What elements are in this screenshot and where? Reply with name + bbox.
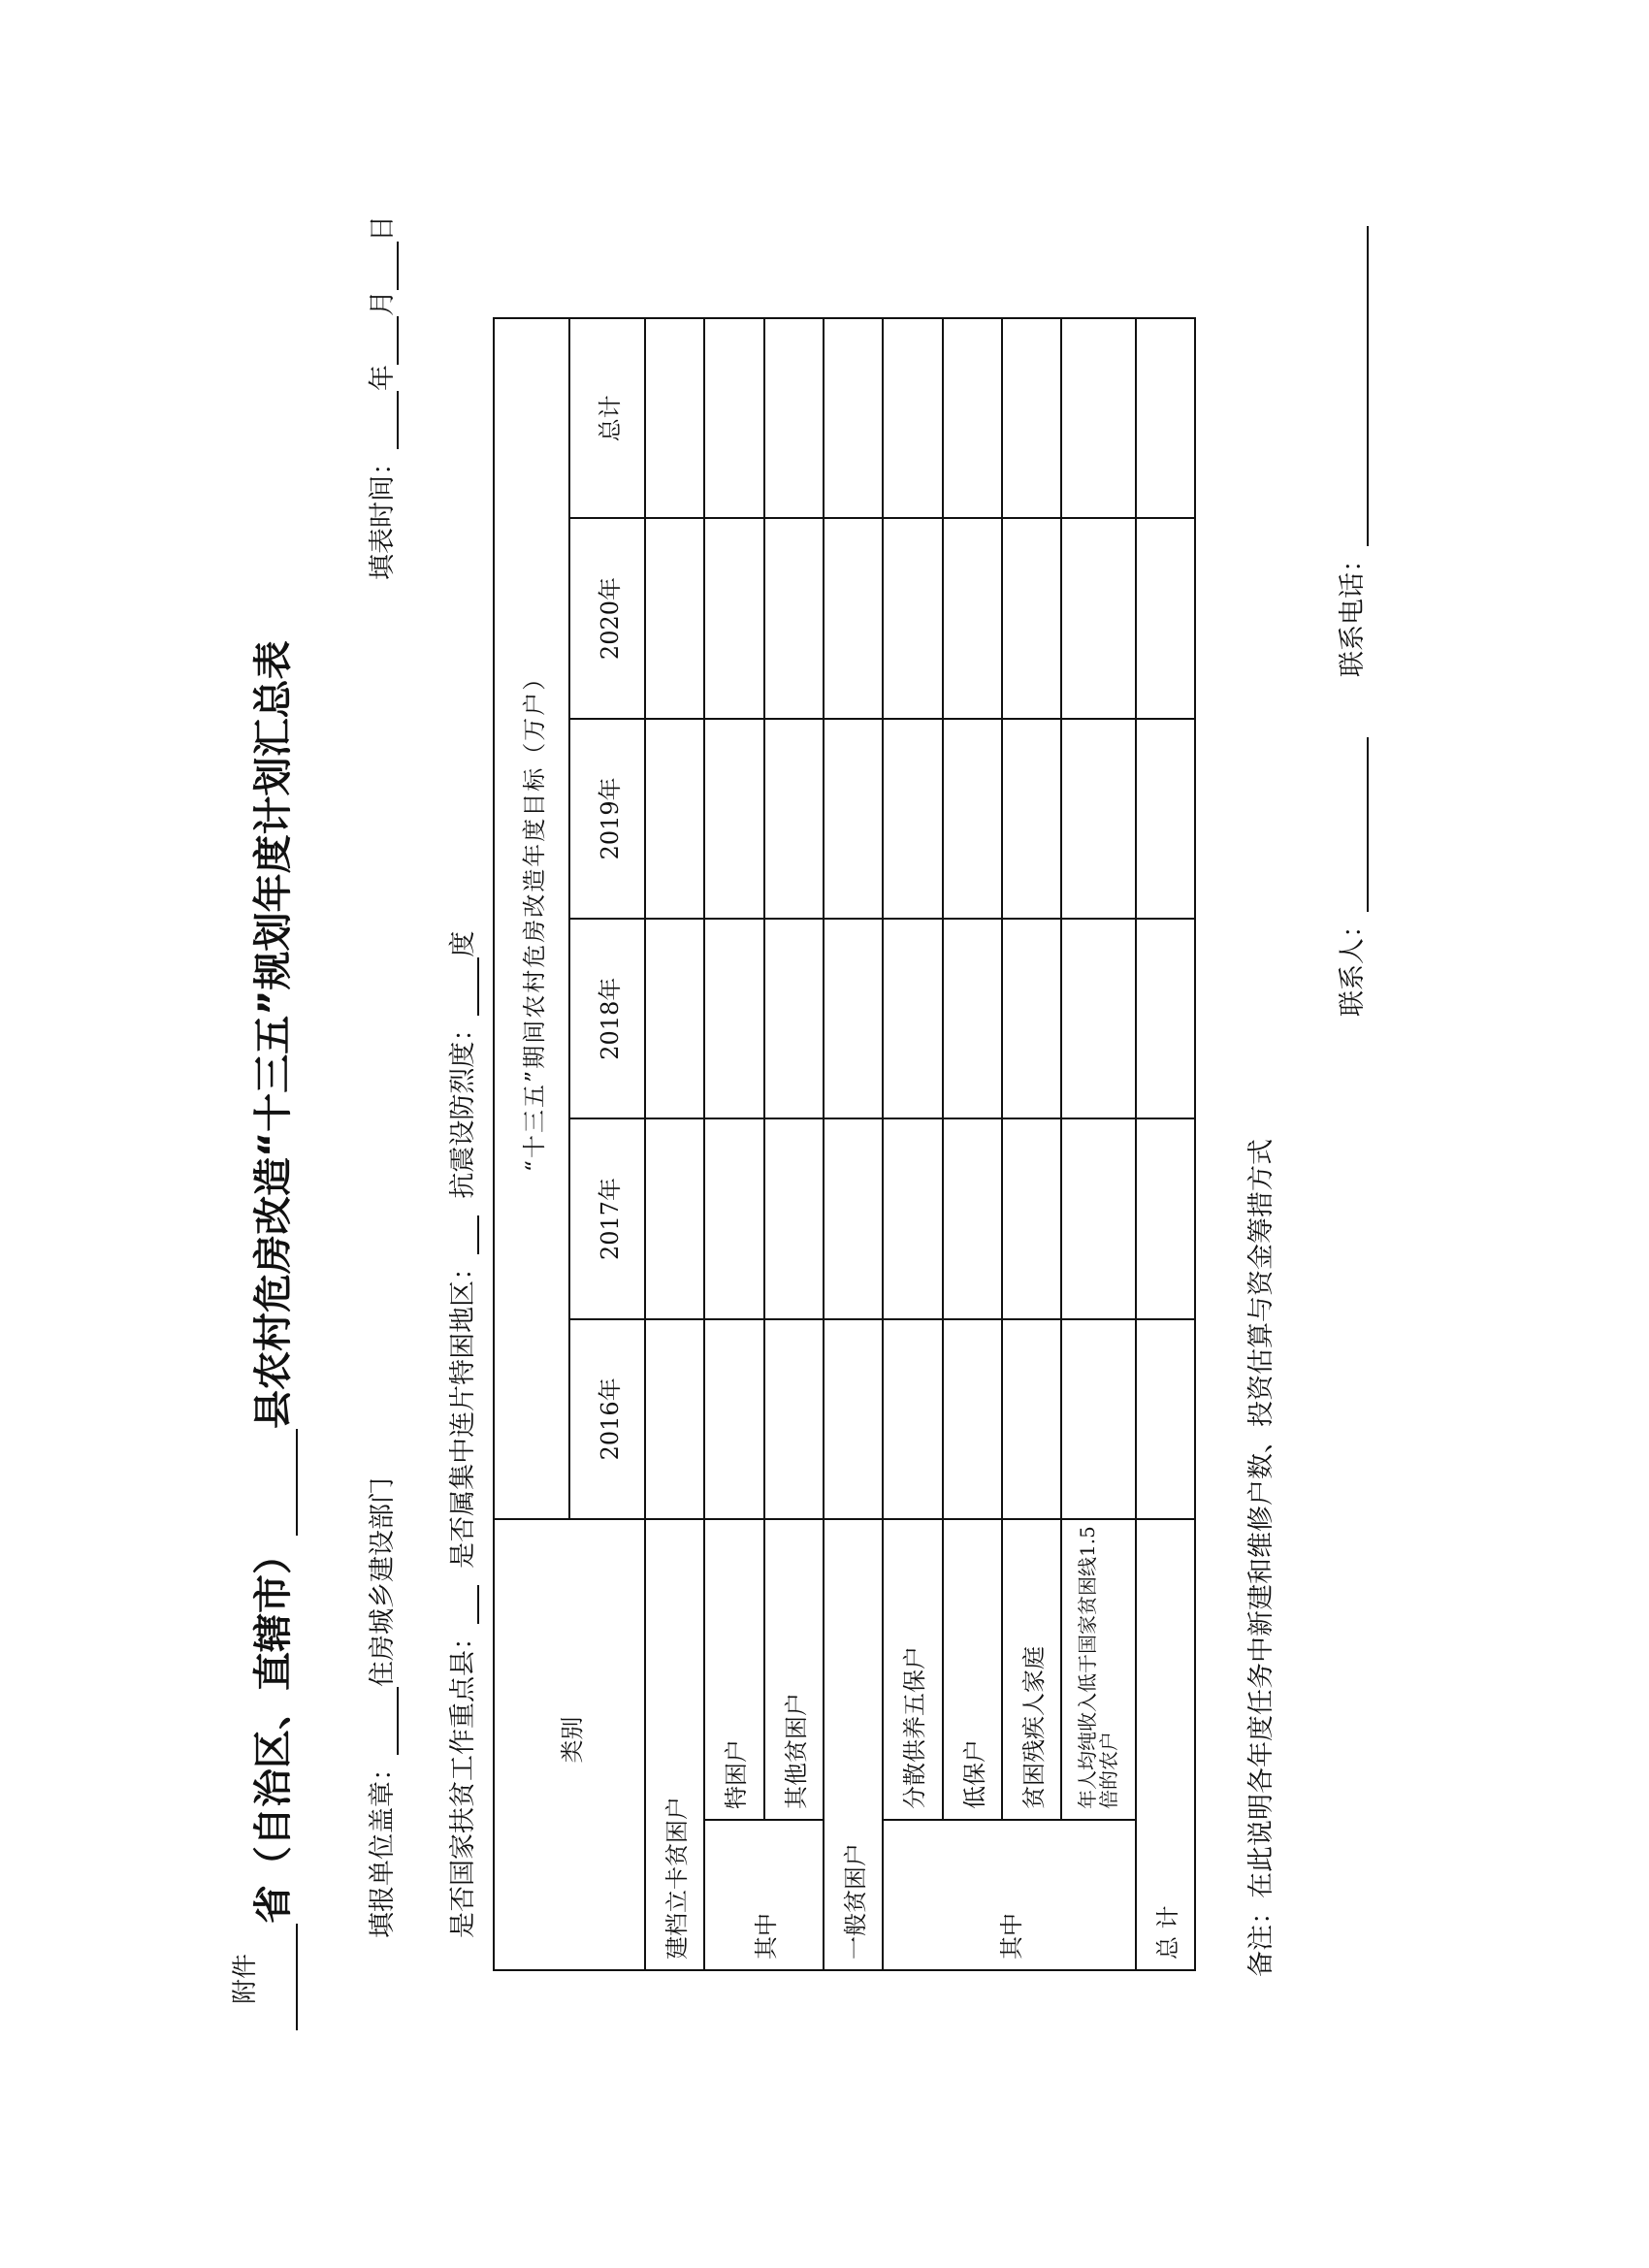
- table-row: [645, 318, 704, 1970]
- page-title: [242, 640, 298, 2030]
- title-province: 省（自治区、直辖市）: [251, 1536, 296, 1924]
- row-label: 一般贫困户: [824, 1519, 883, 1970]
- category-header: 类别: [494, 1519, 645, 1970]
- area-info-line: [441, 931, 479, 1938]
- year-col-2020: 2020年: [569, 518, 645, 718]
- remarks-note: 备注：在此说明各年度任务中新建和维修户数、投资估算与资金筹措方式: [1246, 1139, 1277, 1977]
- row-label: 总 计: [1136, 1519, 1195, 1970]
- plan-table: [493, 317, 1196, 1971]
- fill-time-year: 年: [368, 365, 398, 391]
- seismic-label: 抗震设防烈度：: [448, 1015, 478, 1199]
- contact-phone: [1331, 226, 1369, 677]
- row-label: 分散供养五保户: [883, 1519, 942, 1820]
- fill-time-month: 月: [368, 290, 398, 316]
- attachment-label: 附件: [231, 1953, 260, 2004]
- fill-time-day: 日: [368, 215, 398, 242]
- unit-seal-line: [361, 1477, 399, 1938]
- title-county: 县农村危房改造“十三五”规划年度计划汇总表: [251, 640, 296, 1429]
- table-row: [824, 318, 883, 1970]
- table-row: [1136, 318, 1195, 1970]
- span-header: “十三五”期间农村危房改造年度目标（万户）: [494, 318, 569, 1519]
- unit-seal-label: 填报单位盖章：: [368, 1755, 398, 1938]
- contact-label: 联系人：: [1338, 912, 1368, 1017]
- row-label: 建档立卡贫困户: [645, 1519, 704, 1970]
- contact-person: [1331, 737, 1369, 1017]
- table-row: [704, 318, 763, 1970]
- key-county-label: 是否国家扶贫工作重点县：: [448, 1624, 478, 1938]
- table-row: [883, 318, 942, 1970]
- contiguous-area-label: 是否属集中连片特困地区：: [448, 1253, 478, 1569]
- row-label: 特困户: [704, 1519, 763, 1820]
- year-col-total: 总计: [569, 318, 645, 518]
- table-row: [1061, 318, 1135, 1970]
- phone-label: 联系电话：: [1338, 546, 1368, 677]
- table-row: [1002, 318, 1061, 1970]
- year-col-2016: 2016年: [569, 1319, 645, 1519]
- row-group: 其中: [704, 1820, 824, 1970]
- fill-time: [361, 215, 399, 580]
- year-col-2017: 2017年: [569, 1118, 645, 1318]
- unit-dept: 住房城乡建设部门: [368, 1477, 398, 1687]
- year-col-2019: 2019年: [569, 719, 645, 919]
- year-col-2018: 2018年: [569, 919, 645, 1118]
- row-label: 贫困残疾人家庭: [1002, 1519, 1061, 1820]
- row-group: 其中: [883, 1820, 1135, 1970]
- row-label: 低保户: [943, 1519, 1002, 1820]
- seismic-unit: 度: [448, 930, 478, 957]
- row-label: 年人均纯收入低于国家贫困线1.5倍的农户: [1061, 1519, 1135, 1820]
- table-row: [764, 318, 824, 1970]
- table-row: [943, 318, 1002, 1970]
- fill-time-label: 填表时间：: [368, 449, 398, 580]
- row-label: 其他贫困户: [764, 1519, 824, 1820]
